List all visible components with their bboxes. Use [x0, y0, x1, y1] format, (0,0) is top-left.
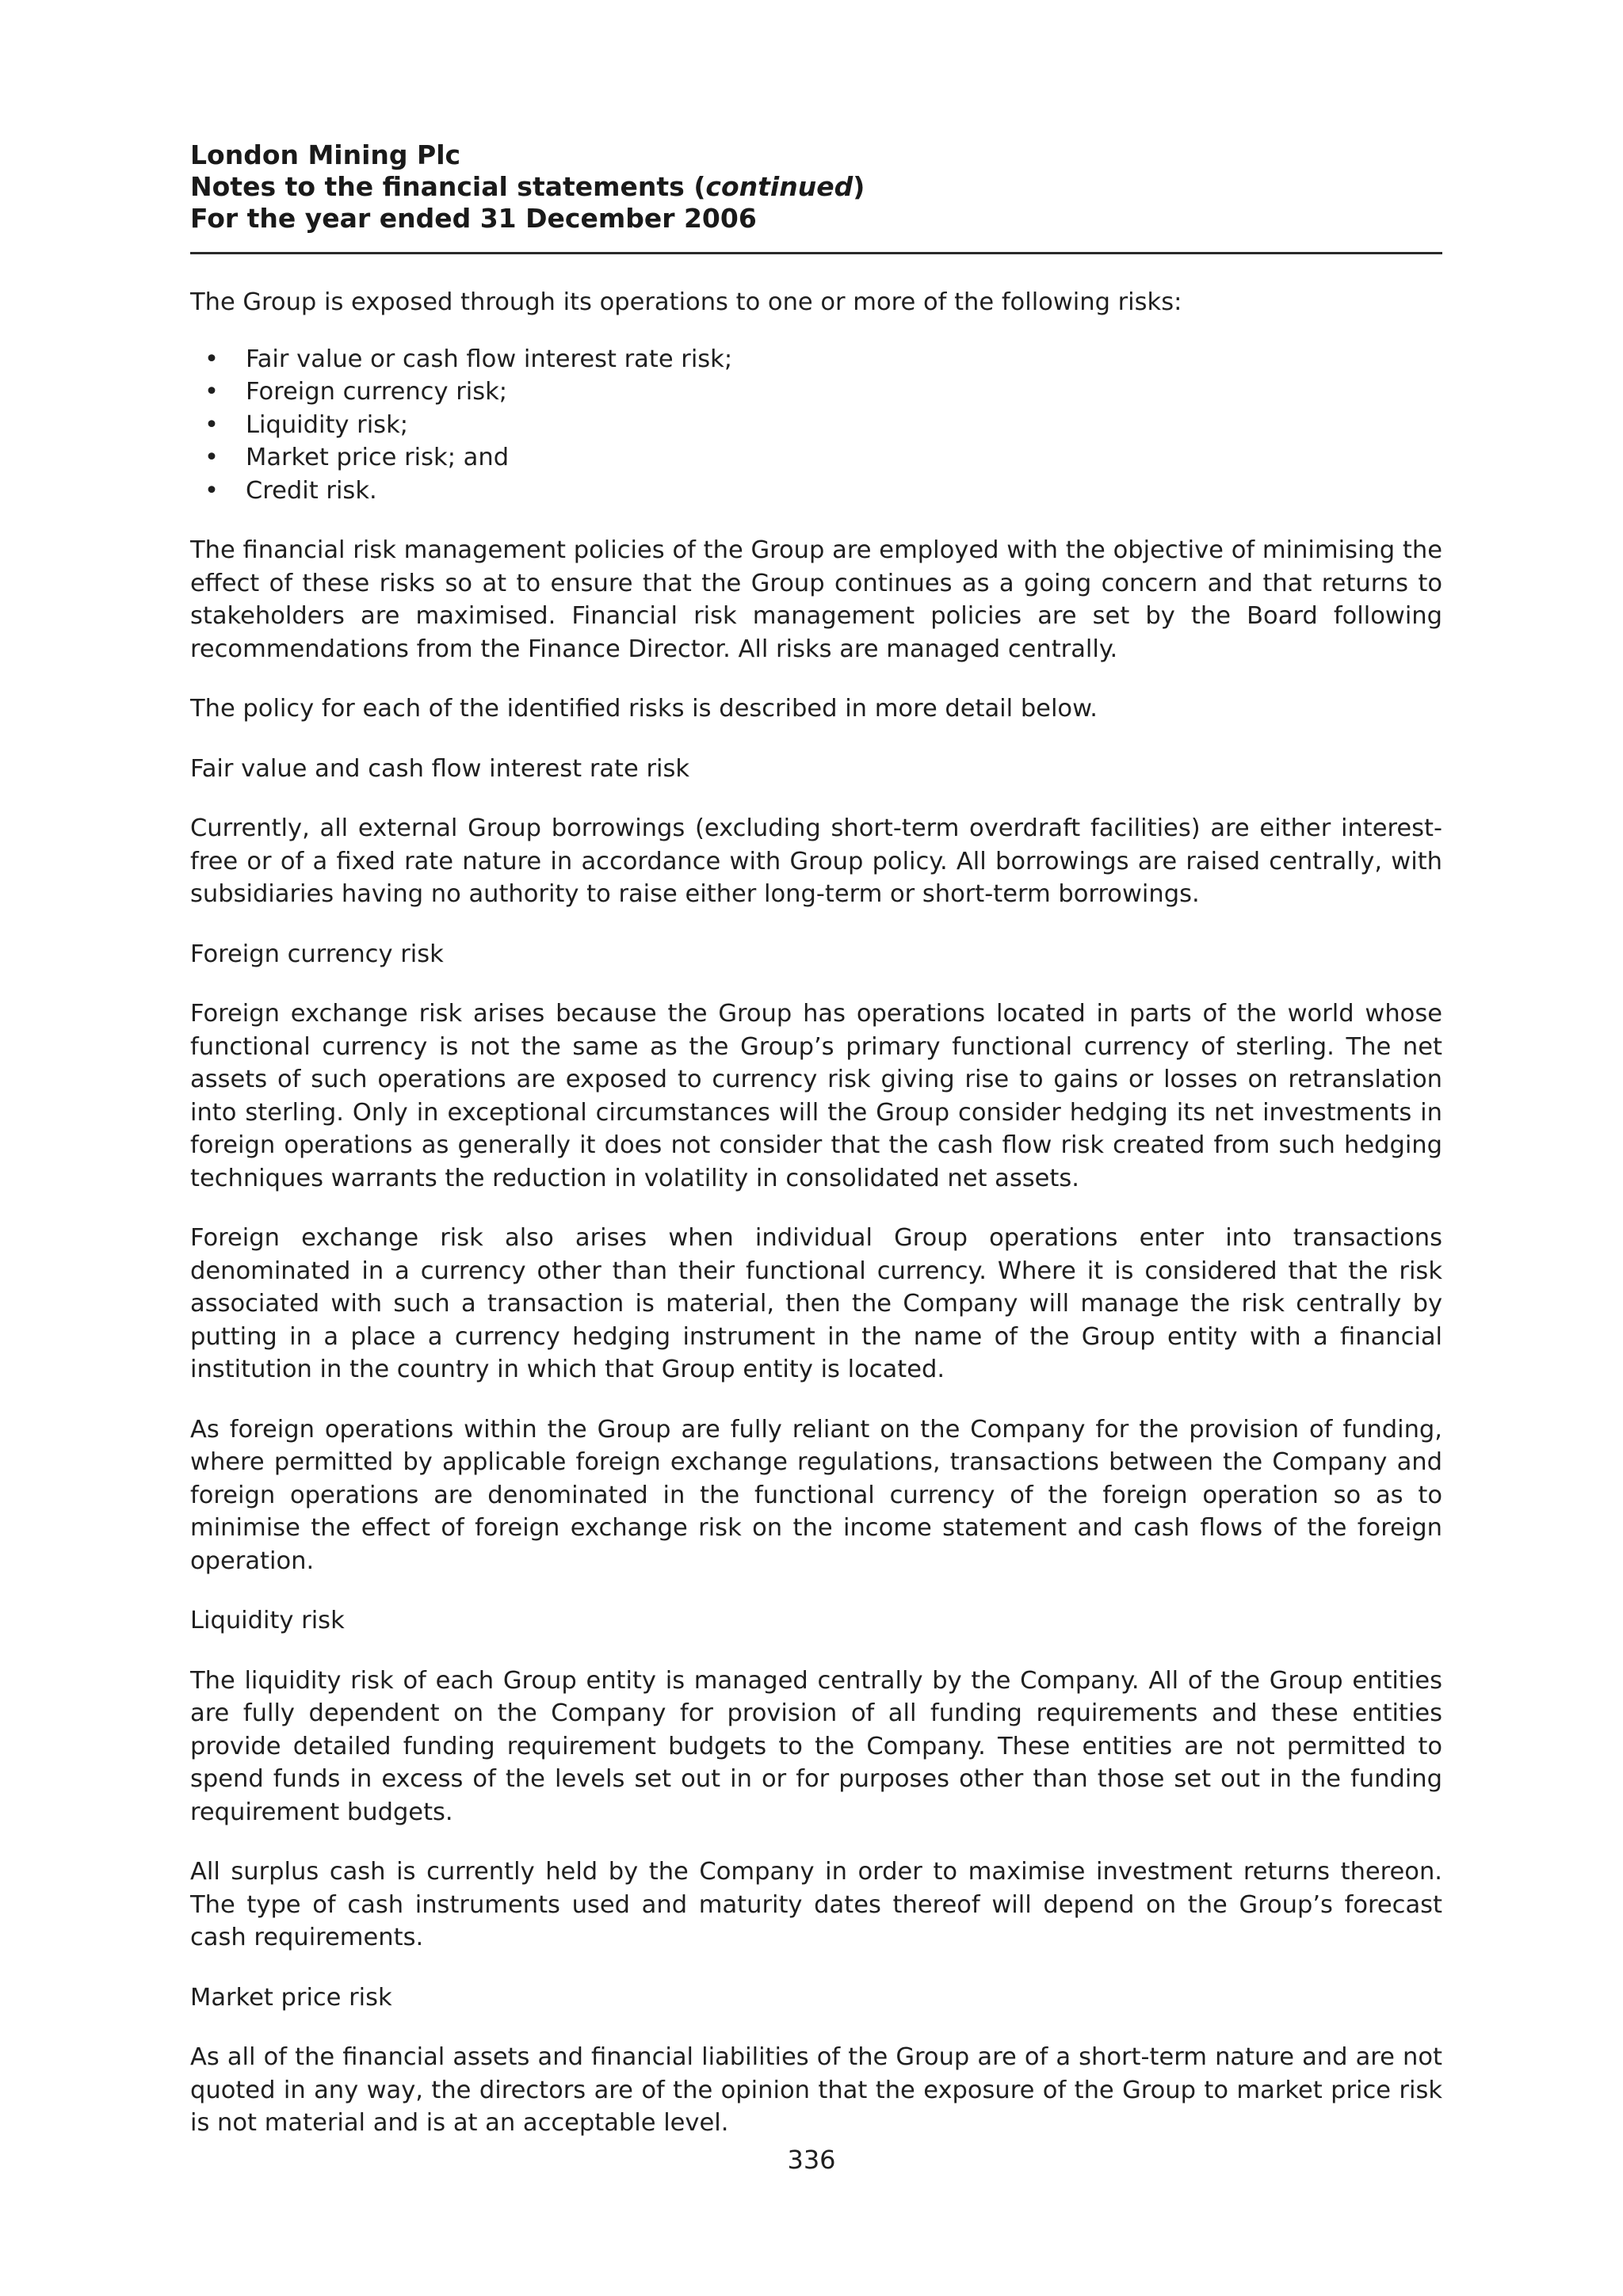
- risk-list-item: [204, 343, 1442, 376]
- market-price-risk-paragraph: As all of the financial assets and financial liabilities of the Group are of a short-term nature and are not quoted in any way, the directors are of the opinion that the exposure of the Group to market price risk is not material and is at an acceptable level.: [190, 2043, 1442, 2137]
- liquidity-risk-paragraph-2: All surplus cash is currently held by the Company in order to maximise investment returns thereon. The type of cash instruments used and maturity dates thereof will depend on the Group’s forecast cash requirements.: [190, 1858, 1442, 1951]
- risk-list-item: [204, 475, 1442, 508]
- policy-detail-paragraph: The policy for each of the identified risks is described in more detail below.: [190, 695, 1098, 723]
- document-page: [190, 139, 1442, 2167]
- bullet-icon: •: [204, 410, 219, 439]
- risk-list-item: [204, 376, 1442, 409]
- foreign-currency-risk-paragraph-1: Foreign exchange risk arises because the Group has operations located in parts of the world whose functional currency is not the same as the Group’s primary functional currency of sterling. The net assets of such operations are exposed to currency risk giving rise to gains or losses on retranslation into sterling. Only in exceptional circumstances will the Group consider hedging its net investments in foreign operations as generally it does not consider that the cash flow risk created from such hedging techniques warrants the reduction in volatility in consolidated net assets.: [190, 1000, 1442, 1192]
- bullet-icon: •: [204, 444, 219, 471]
- notes-title-continued: continued: [705, 171, 854, 202]
- page-number: 336: [787, 2145, 836, 2175]
- bullet-icon: •: [204, 345, 219, 373]
- company-name: London Mining Plc: [190, 139, 461, 170]
- risk-list: [190, 343, 1442, 508]
- bullet-icon: •: [204, 378, 219, 406]
- document-header: [190, 139, 1442, 235]
- foreign-currency-risk-paragraph-2: Foreign exchange risk also arises when individual Group operations enter into transactions denominated in a currency other than their functional currency. Where it is considered that the risk associated with such a transaction is material, then the Company will manage the risk centrally by putting in a place a currency hedging instrument in the name of the Group entity with a financial institution in the country in which that Group entity is located.: [190, 1224, 1442, 1383]
- period-line: For the year ended 31 December 2006: [190, 203, 757, 234]
- policies-paragraph: The financial risk management policies of the Group are employed with the objective of minimising the effect of these risks so at to ensure that the Group continues as a going concern and that returns to stakeholders are maximised. Financial risk management policies are set by the Board following recommendations from the Finance Director. All risks are managed centrally.: [190, 536, 1442, 663]
- liquidity-risk-heading: Liquidity risk: [190, 1607, 345, 1634]
- risk-list-item-label: Liquidity risk;: [246, 410, 409, 439]
- foreign-currency-risk-heading: Foreign currency risk: [190, 940, 444, 968]
- intro-paragraph: The Group is exposed through its operations to one or more of the following risks:: [190, 288, 1182, 316]
- interest-rate-risk-paragraph: Currently, all external Group borrowings (excluding short-term overdraft facilities) are either interest-free or of a fixed rate nature in accordance with Group policy. All borrowings are raised centrally, with subsidiaries having no authority to raise either long-term or short-term borrowings.: [190, 814, 1442, 908]
- header-divider: [190, 252, 1442, 254]
- interest-rate-risk-heading: Fair value and cash flow interest rate risk: [190, 754, 690, 783]
- risk-list-item-label: Market price risk; and: [246, 444, 510, 471]
- liquidity-risk-paragraph-1: The liquidity risk of each Group entity is managed centrally by the Company. All of the Group entities are fully dependent on the Company for provision of all funding requirements and these entities provide detailed funding requirement budgets to the Company. These entities are not permitted to spend funds in excess of the levels set out in or for purposes other than those set out in the funding requirement budgets.: [190, 1666, 1442, 1826]
- risk-list-item-label: Foreign currency risk;: [246, 378, 508, 406]
- risk-list-item-label: Credit risk.: [246, 476, 377, 505]
- notes-title: [190, 171, 1442, 203]
- market-price-risk-heading: Market price risk: [190, 1983, 392, 2012]
- bullet-icon: •: [204, 476, 219, 505]
- risk-list-item: [204, 441, 1442, 475]
- notes-title-prefix: Notes to the financial statements (: [190, 171, 706, 202]
- notes-title-suffix: ): [853, 171, 865, 202]
- foreign-currency-risk-paragraph-3: As foreign operations within the Group are fully reliant on the Company for the provision of funding, where permitted by applicable foreign exchange regulations, transactions between the Company and foreign operations are denominated in the functional currency of the foreign operation so as to minimise the effect of foreign exchange risk on the income statement and cash flows of the foreign operation.: [190, 1415, 1442, 1575]
- risk-list-item-label: Fair value or cash flow interest rate risk;: [246, 345, 733, 373]
- risk-list-item: [204, 409, 1442, 442]
